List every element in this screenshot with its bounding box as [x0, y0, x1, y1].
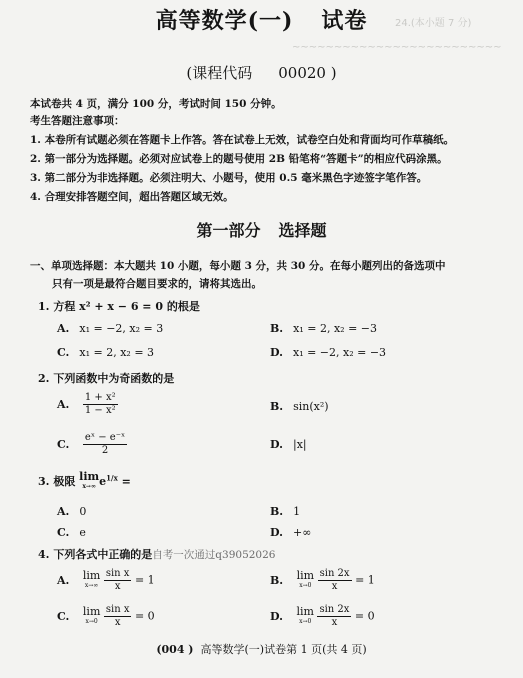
question-3-option-b — [270, 505, 300, 518]
limit — [296, 568, 315, 591]
fraction-denominator: x — [331, 581, 338, 592]
question-3-option-c — [57, 526, 86, 539]
option-tail: = 1 — [355, 573, 375, 587]
question-2-option-d — [270, 438, 307, 451]
limit — [82, 604, 101, 627]
fraction-numerator: sin x — [105, 568, 130, 579]
fraction — [83, 432, 127, 457]
fraction-denominator: 2 — [101, 445, 109, 456]
question-1-stem: 1. 方程 x² + x − 6 = 0 的根是 — [38, 300, 200, 313]
note-2: 2. 第一部分为选择题。必须对应试卷上的题号使用 2B 铅笔将“答题卡”的相应代码涂黑。 — [30, 153, 448, 165]
notes-heading: 考生答题注意事项： — [30, 115, 125, 127]
option-tail: = 1 — [134, 573, 155, 587]
question-3-suffix: = — [121, 475, 131, 488]
option-text: x₁ = −2, x₂ = −3 — [292, 346, 387, 359]
limit — [79, 472, 99, 492]
limit — [296, 604, 314, 627]
option-text: |x| — [292, 438, 307, 451]
question-4-option-d — [270, 604, 375, 629]
option-letter: B. — [270, 322, 284, 335]
limit-subscript: x→0 — [85, 617, 98, 625]
fraction — [83, 392, 118, 417]
option-letter: C. — [57, 526, 70, 539]
question-3-option-a — [57, 505, 86, 518]
course-code — [0, 62, 523, 83]
bleed-through-line: ~~~~~~~~~~~~~~~~~~~~~~~~~ — [292, 42, 502, 53]
part-heading — [0, 218, 523, 241]
fraction — [318, 568, 352, 593]
exam-title-paper: 试卷 — [321, 8, 368, 34]
option-text: e — [79, 526, 86, 539]
part-name: 选择题 — [278, 221, 327, 240]
question-2-stem: 2. 下列函数中为奇函数的是 — [38, 372, 175, 385]
question-1-option-c — [57, 346, 154, 359]
option-text: x₁ = −2, x₂ = 3 — [79, 322, 164, 335]
question-2-option-a — [57, 392, 118, 417]
limit-base: e — [99, 475, 107, 488]
question-4-stem — [38, 546, 275, 562]
page-footer — [0, 641, 523, 657]
option-text: 1 — [293, 505, 301, 518]
option-letter: C. — [57, 437, 70, 451]
limit-subscript: x→∞ — [84, 581, 99, 589]
question-2-option-b — [270, 400, 329, 413]
fraction — [317, 604, 351, 629]
question-2-option-c — [57, 432, 127, 457]
course-code-label: (课程代码 — [186, 64, 253, 82]
option-tail: = 0 — [134, 609, 155, 623]
watermark-text: 自考一次通过q39052026 — [152, 549, 276, 561]
question-3-option-d — [270, 526, 311, 539]
limit-exponent: 1/x — [106, 473, 118, 483]
option-letter: C. — [57, 346, 70, 359]
option-letter: A. — [57, 322, 70, 335]
fraction-numerator: eˣ − e⁻ˣ — [84, 432, 126, 443]
question-1-option-a — [57, 322, 163, 335]
option-tail: = 0 — [354, 609, 375, 623]
option-letter: B. — [270, 505, 284, 518]
option-letter: B. — [270, 400, 284, 413]
bleed-through-top: 24.(本小题 7 分) — [395, 18, 472, 29]
limit-label: lim — [82, 568, 101, 582]
footer-text: 高等数学(一)试卷第 1 页(共 4 页) — [200, 643, 367, 656]
limit-label: lim — [296, 604, 314, 618]
option-letter: A. — [57, 397, 70, 411]
course-code-value: 00020 ) — [278, 64, 337, 82]
fraction-denominator: x — [331, 617, 338, 628]
option-text: x₁ = 2, x₂ = −3 — [293, 322, 377, 335]
fraction-numerator: sin 2x — [319, 568, 350, 579]
option-text: x₁ = 2, x₂ = 3 — [79, 346, 155, 359]
fraction — [104, 604, 132, 629]
option-text: sin(x²) — [293, 400, 329, 413]
section-instructions-line-1: 一、单项选择题：本大题共 10 小题，每小题 3 分，共 30 分。在每小题列出的备选项中 — [30, 260, 446, 272]
option-text: 0 — [79, 505, 87, 518]
fraction-numerator: sin x — [105, 604, 130, 615]
question-4-text: 4. 下列各式中正确的是 — [38, 548, 153, 561]
question-4-option-b — [270, 568, 375, 593]
note-3: 3. 第二部分为非选择题。必须注明大、小题号，使用 0.5 毫米黑色字迹签字笔作答。 — [30, 172, 428, 184]
exam-title — [0, 4, 523, 35]
option-letter: A. — [57, 505, 70, 518]
option-letter: D. — [270, 609, 283, 623]
limit-subscript: x→0 — [299, 581, 312, 589]
limit-label: lim — [296, 568, 315, 582]
option-letter: A. — [57, 573, 70, 587]
limit — [82, 568, 101, 591]
fraction-numerator: sin 2x — [319, 604, 350, 615]
question-1-option-b — [270, 322, 377, 335]
limit-subscript: x→∞ — [82, 483, 96, 490]
footer-code: (004 ) — [156, 643, 194, 656]
fraction — [104, 568, 132, 593]
exam-info: 本试卷共 4 页，满分 100 分，考试时间 150 分钟。 — [30, 98, 282, 110]
option-letter: C. — [57, 609, 70, 623]
question-1-option-d — [270, 346, 386, 359]
option-letter: B. — [270, 573, 284, 587]
question-3-stem — [38, 472, 131, 492]
option-letter: D. — [270, 346, 283, 359]
note-4: 4. 合理安排答题空间，超出答题区域无效。 — [30, 191, 234, 203]
limit-subscript: x→0 — [299, 617, 312, 625]
question-4-option-a — [57, 568, 155, 593]
limit-label: lim — [79, 470, 100, 483]
fraction-denominator: 1 − x² — [84, 405, 116, 416]
section-instructions-line-2: 只有一项是最符合题目要求的，请将其选出。 — [52, 278, 262, 290]
note-1: 1. 本卷所有试题必须在答题卡上作答。答在试卷上无效，试卷空白处和背面均可作草稿纸。 — [30, 134, 455, 146]
question-4-option-c — [57, 604, 155, 629]
option-letter: D. — [270, 526, 283, 539]
part-label: 第一部分 — [196, 221, 261, 240]
question-3-prefix: 3. 极限 — [38, 475, 76, 488]
fraction-denominator: x — [114, 581, 121, 592]
option-text: +∞ — [292, 526, 312, 539]
fraction-numerator: 1 + x² — [84, 392, 116, 403]
exam-title-subject: 高等数学(一) — [155, 8, 294, 34]
option-letter: D. — [270, 438, 283, 451]
fraction-denominator: x — [114, 617, 121, 628]
limit-label: lim — [82, 604, 101, 618]
